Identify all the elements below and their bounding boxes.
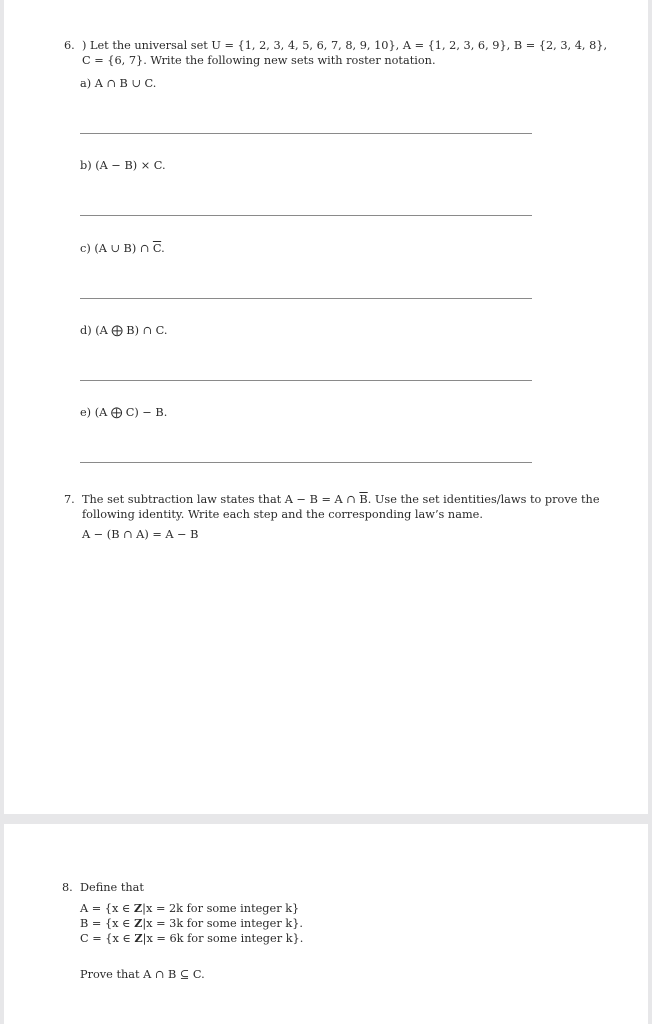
q8-def-a-integers: Z — [133, 901, 143, 915]
q7-line1-complement: $\overline{B}$ — [359, 493, 368, 506]
q6-part-e — [80, 405, 167, 420]
q6-answer-line-b[interactable] — [80, 215, 532, 216]
q7-number: 7. — [64, 493, 75, 506]
q7-statement-line1 — [82, 492, 600, 507]
q8-def-a-lhs: A = {x ∈ — [80, 902, 134, 915]
q6-part-e-label: e) — [80, 406, 92, 419]
q6-answer-line-e[interactable] — [80, 462, 532, 463]
q6-part-e-expr: (A ⨁ C) − B. — [94, 406, 168, 419]
q8-prove: Prove that A ∩ B ⊆ C. — [80, 968, 205, 981]
q8-number: 8. — [62, 881, 73, 894]
q7-line1-pre: The set subtraction law states that A − B = A ∩ — [82, 493, 360, 506]
q6-part-a-label: a) — [80, 77, 92, 90]
q6-statement-line2: C = {6, 7}. Write the following new sets with roster notation. — [82, 54, 436, 67]
q6-statement-line1: ) Let the universal set U = {1, 2, 3, 4, 5, 6, 7, 8, 9, 10}, A = {1, 2, 3, 6, 9}, B = {2, 3, 4, 8}, — [82, 39, 608, 52]
q6-part-d-label: d) — [80, 324, 92, 337]
q8-intro: Define that — [80, 881, 144, 894]
q6-answer-line-a[interactable] — [80, 133, 532, 134]
document-page-1 — [4, 0, 648, 814]
q8-def-c-integers: Z — [134, 931, 143, 945]
q6-part-c-complement: $\overline{C}$ — [152, 242, 162, 255]
q6-part-b-label: b) — [80, 159, 92, 172]
q6-part-a — [80, 76, 156, 91]
q8-def-c-lhs: C = {x ∈ — [80, 932, 135, 945]
q6-part-d — [80, 323, 167, 338]
document-page-2 — [4, 824, 648, 1024]
q8-def-c-rhs: |x = 6k for some integer k}. — [142, 932, 304, 945]
q7-line1-post: . Use the set identities/laws to prove the — [367, 493, 600, 506]
q6-number: 6. — [64, 39, 75, 52]
q6-part-b-expr: (A − B) × C. — [95, 159, 166, 172]
q6-part-d-expr: (A ⨁ B) ∩ C. — [95, 324, 168, 337]
q6-part-c-label: c) — [80, 242, 91, 255]
q8-def-b — [80, 916, 303, 931]
q6-part-b — [80, 158, 166, 173]
q6-answer-line-d[interactable] — [80, 380, 532, 381]
q8-def-c — [80, 931, 303, 946]
q7-statement-line2: following identity. Write each step and the corresponding law’s name. — [82, 508, 483, 521]
q6-part-a-expr: A ∩ B ∪ C. — [94, 77, 157, 90]
q8-def-a — [80, 901, 299, 916]
q7-identity: A − (B ∩ A) = A − B — [82, 528, 199, 541]
q6-part-c-expr-pre: (A ∪ B) ∩ — [94, 242, 153, 255]
q6-answer-line-c[interactable] — [80, 298, 532, 299]
q6-part-c-expr-post: . — [161, 242, 165, 255]
q8-def-b-rhs: |x = 3k for some integer k}. — [142, 917, 303, 930]
q8-def-b-lhs: B = {x ∈ — [80, 917, 135, 930]
q8-def-a-rhs: |x = 2k for some integer k} — [142, 902, 300, 915]
q6-part-c — [80, 241, 165, 256]
q8-def-b-integers: Z — [134, 916, 143, 930]
